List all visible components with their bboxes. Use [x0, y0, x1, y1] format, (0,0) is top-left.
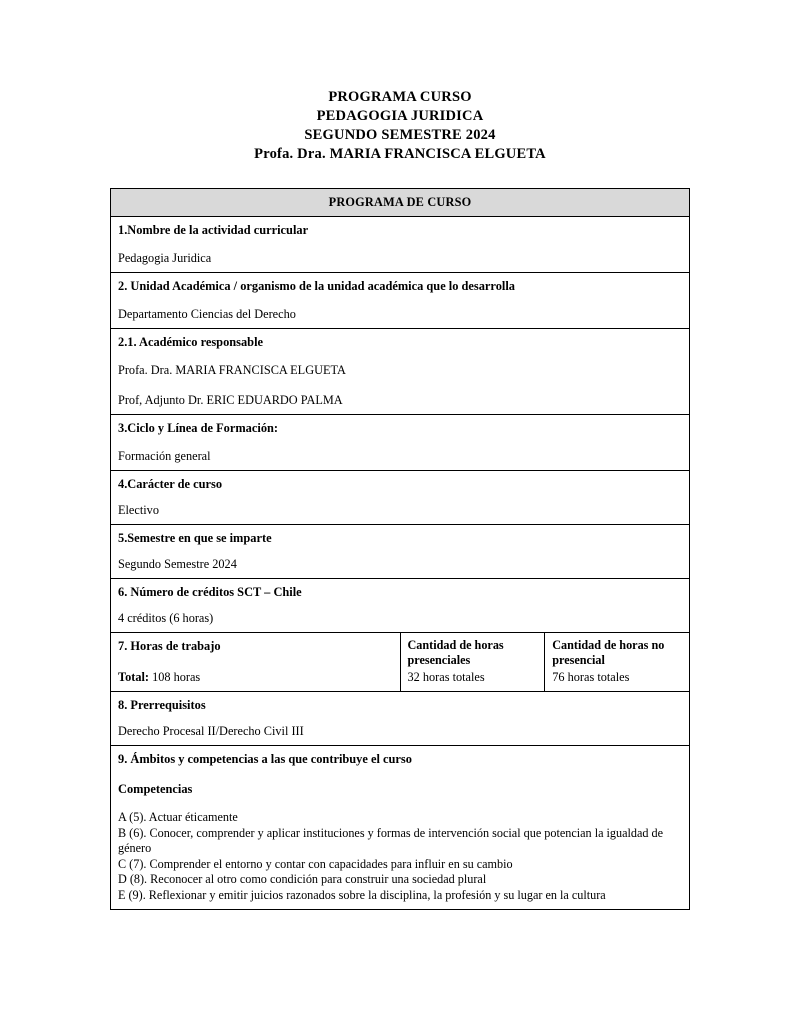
section-2-1 — [111, 329, 690, 415]
header-line-4: Profa. Dra. MARIA FRANCISCA ELGUETA — [254, 146, 546, 162]
section-2 — [111, 273, 690, 329]
hours-nonpresential-header: Cantidad de horas no presencial — [552, 638, 665, 667]
section-label: 5.Semestre en que se imparte — [118, 531, 272, 545]
table-row-hours — [111, 633, 690, 692]
section-label: 2. Unidad Académica / organismo de la unidad académica que lo desarrolla — [118, 279, 515, 293]
section-label: 2.1. Académico responsable — [118, 335, 264, 349]
header-line-1: PROGRAMA CURSO — [328, 89, 472, 105]
list-item: E (9). Reflexionar y emitir juicios razonados sobre la disciplina, la profesión y su lugar en la cultura — [118, 887, 606, 902]
hours-presential-value: 32 horas totales — [407, 670, 485, 684]
hours-label: 7. Horas de trabajo — [118, 639, 221, 653]
section-value-secondary: Prof, Adjunto Dr. ERIC EDUARDO PALMA — [118, 393, 343, 407]
hours-total-prefix: Total: — [118, 670, 149, 684]
section-8 — [111, 692, 690, 746]
section-value: Derecho Procesal II/Derecho Civil III — [118, 724, 304, 738]
section-label: 6. Número de créditos SCT – Chile — [118, 585, 302, 599]
section-value: Electivo — [118, 503, 159, 517]
hours-presential-header: Cantidad de horas presenciales — [407, 638, 504, 667]
table-row — [111, 273, 690, 329]
competencies-subtitle: Competencias — [118, 782, 193, 796]
list-item: D (8). Reconocer al otro como condición para construir una sociedad plural — [118, 872, 487, 886]
competencies-list — [118, 810, 682, 903]
program-table — [110, 188, 690, 910]
section-5 — [111, 525, 690, 579]
section-1 — [111, 217, 690, 273]
hours-nonpresential-value: 76 horas totales — [552, 670, 630, 684]
table-header-row — [111, 189, 690, 217]
table-row — [111, 415, 690, 471]
header-line-2: PEDAGOGIA JURIDICA — [316, 108, 484, 124]
table-title: PROGRAMA DE CURSO — [111, 189, 690, 217]
hours-nonpresential-cell — [545, 633, 690, 692]
table-row — [111, 471, 690, 525]
hours-total-value: 108 horas — [152, 670, 201, 684]
document-header — [110, 88, 690, 164]
table-row — [111, 217, 690, 273]
section-label: 3.Ciclo y Línea de Formación: — [118, 421, 279, 435]
section-value: Profa. Dra. MARIA FRANCISCA ELGUETA — [118, 363, 346, 377]
list-item: B (6). Conocer, comprender y aplicar instituciones y formas de intervención social que potencian la igualdad de género — [118, 825, 664, 855]
list-item: A (5). Actuar éticamente — [118, 810, 238, 824]
section-3 — [111, 415, 690, 471]
section-value: Departamento Ciencias del Derecho — [118, 307, 296, 321]
list-item: C (7). Comprender el entorno y contar con capacidades para influir en su cambio — [118, 856, 513, 871]
section-label: 8. Prerrequisitos — [118, 698, 206, 712]
table-row — [111, 329, 690, 415]
section-label: 1.Nombre de la actividad curricular — [118, 223, 309, 237]
section-4 — [111, 471, 690, 525]
table-row — [111, 692, 690, 746]
table-row — [111, 746, 690, 910]
section-label: 4.Carácter de curso — [118, 477, 223, 491]
section-value: Pedagogia Juridica — [118, 251, 212, 265]
section-label: 9. Ámbitos y competencias a las que contribuye el curso — [118, 752, 412, 766]
section-value: Formación general — [118, 449, 211, 463]
section-6 — [111, 579, 690, 633]
hours-work-cell — [111, 633, 401, 692]
section-9 — [111, 746, 690, 910]
section-value: 4 créditos (6 horas) — [118, 611, 214, 625]
section-value: Segundo Semestre 2024 — [118, 557, 237, 571]
hours-total — [118, 669, 393, 685]
header-line-3: SEGUNDO SEMESTRE 2024 — [304, 127, 496, 143]
table-row — [111, 525, 690, 579]
hours-presential-cell — [400, 633, 545, 692]
table-row — [111, 579, 690, 633]
